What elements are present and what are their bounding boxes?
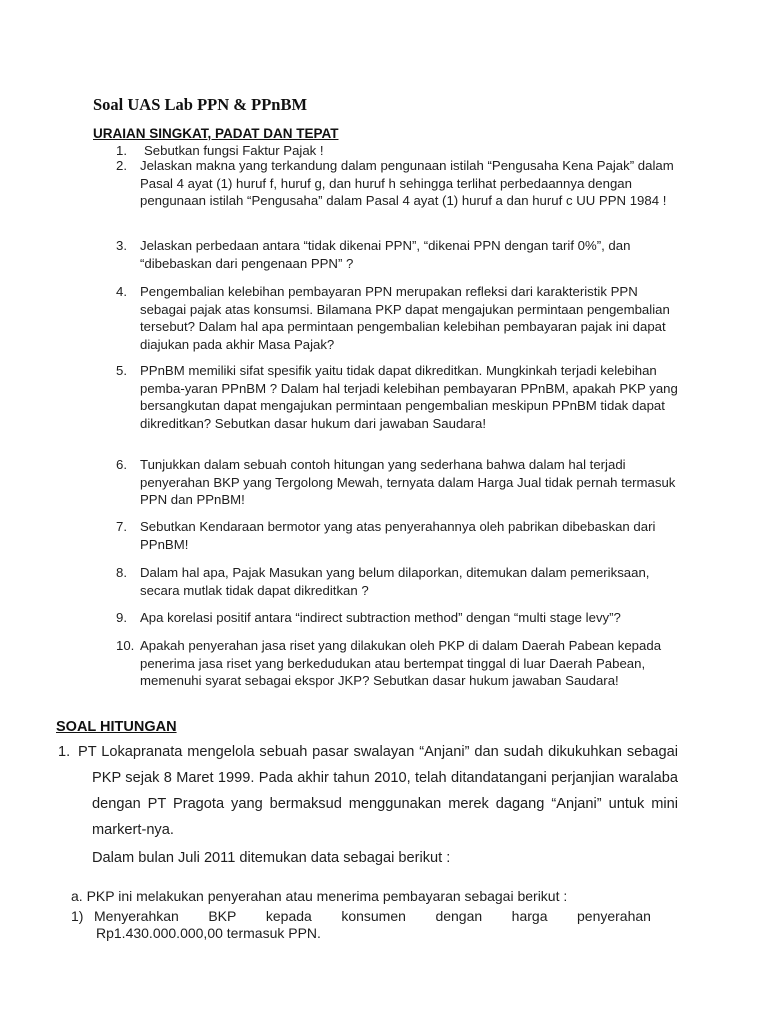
question-number: 8. [116, 565, 127, 580]
sub-item-a: a. PKP ini melakukan penyerahan atau menerima pembayaran sebagai berikut : [71, 888, 568, 904]
question-text: Sebutkan Kendaraan bermotor yang atas penyerahannya oleh pabrikan dibebaskan dari PPnBM! [140, 519, 656, 552]
question-text: Dalam hal apa, Pajak Masukan yang belum dilaporkan, ditemukan dalam pemeriksaan, secara mutlak tidak dapat dikreditkan ? [140, 565, 650, 598]
word: penyerahan [577, 908, 651, 924]
question-item-8 [116, 564, 686, 599]
question-item-7 [116, 518, 686, 553]
question-text: PPnBM memiliki sifat spesifik yaitu tidak dapat dikreditkan. Mungkinkah terjadi kelebihan pemba-yaran PPnBM ? Dalam hal terjadi kelebihan pembayaran PPnBM, apakah PKP yang bersangkutan dapat mengajukan permintaan pengembalian meskipun PPnBM tidak dapat dikreditkan? Sebutkan dasar hukum dari jawaban Saudara! [140, 363, 678, 431]
word: BKP [208, 908, 237, 924]
question-number: 10. [116, 638, 135, 653]
problem-data-intro: Dalam bulan Juli 2011 ditemukan data sebagai berikut : [92, 850, 451, 866]
question-item-2 [116, 157, 686, 210]
question-text: Tunjukkan dalam sebuah contoh hitungan yang sederhana bahwa dalam hal terjadi penyerahan BKP yang Tergolong Mewah, ternyata dalam Harga Jual tidak pernah termasuk PPN dan PPnBM! [140, 457, 676, 508]
section-heading-uraian: URAIAN SINGKAT, PADAT DAN TEPAT [93, 126, 339, 141]
word: dengan [435, 908, 483, 924]
question-item-3 [116, 237, 686, 272]
question-item-6 [116, 456, 686, 509]
problem-text: PT Lokapranata mengelola sebuah pasar swalayan “Anjani” dan sudah dikukuhkan sebagai PKP sejak 8 Maret 1999. Pada akhir tahun 2010, telah ditandatangani perjanjian waralaba dengan PT Pragota yang bermaksud menggunakan merek dagang “Anjani” untuk mini markert-nya. [78, 744, 678, 838]
question-text: Jelaskan makna yang terkandung dalam pengunaan istilah “Pengusaha Kena Pajak” dalam Pasal 4 ayat (1) huruf f, huruf g, dan huruf h sehingga terlihat perbedaannya dengan pengunaan istilah “Pengusaha” dalam Pasal 4 ayat (1) huruf a dan huruf c UU PPN 1984 ! [140, 158, 674, 209]
document-title: Soal UAS Lab PPN & PPnBM [93, 95, 308, 114]
calculation-problem-1 [58, 739, 678, 871]
sub-item-1 [71, 908, 651, 942]
question-text: Apakah penyerahan jasa riset yang dilakukan oleh PKP di dalam Daerah Pabean kepada penerima jasa riset yang berkedudukan atau bertempat tinggal di luar Daerah Pabean, memenuhi syarat sebagai ekspor JKP? Sebutkan dasar hukum jawaban Saudara! [140, 638, 662, 689]
question-text: Jelaskan perbedaan antara “tidak dikenai PPN”, “dikenai PPN dengan tarif 0%”, dan “dibebaskan dari pengenaan PPN” ? [140, 238, 631, 271]
question-number: 3. [116, 238, 127, 253]
question-text: Sebutkan fungsi Faktur Pajak ! [144, 143, 324, 158]
question-number: 2. [116, 158, 127, 173]
question-number: 6. [116, 457, 127, 472]
question-text: Pengembalian kelebihan pembayaran PPN merupakan refleksi dari karakteristik PPN sebagai pajak atas konsumsi. Bilamana PKP dapat mengajukan permintaan pengembalian tersebut? Dalam hal apa permintaan pengembalian kelebihan pembayaran pajak ini dapat diajukan pada akhir Masa Pajak? [140, 284, 670, 352]
sub-item-number: 1) [71, 908, 84, 924]
word: kepada [265, 908, 312, 924]
question-number: 4. [116, 284, 127, 299]
question-item-5 [116, 362, 686, 432]
sub-item-line1 [94, 908, 651, 925]
section-heading-hitungan: SOAL HITUNGAN [56, 719, 177, 735]
sub-item-line2: Rp1.430.000.000,00 termasuk PPN. [96, 925, 321, 941]
word: Menyerahkan [94, 908, 179, 924]
question-text: Apa korelasi positif antara “indirect subtraction method” dengan “multi stage levy”? [140, 610, 621, 625]
question-item-10 [116, 637, 686, 690]
question-number: 7. [116, 519, 127, 534]
question-number: 5. [116, 363, 127, 378]
word: harga [511, 908, 548, 924]
question-item-9 [116, 609, 686, 627]
question-number: 9. [116, 610, 127, 625]
question-item-4 [116, 283, 686, 353]
question-number: 1. [116, 143, 127, 158]
word: konsumen [341, 908, 406, 924]
problem-number: 1. [58, 744, 71, 760]
